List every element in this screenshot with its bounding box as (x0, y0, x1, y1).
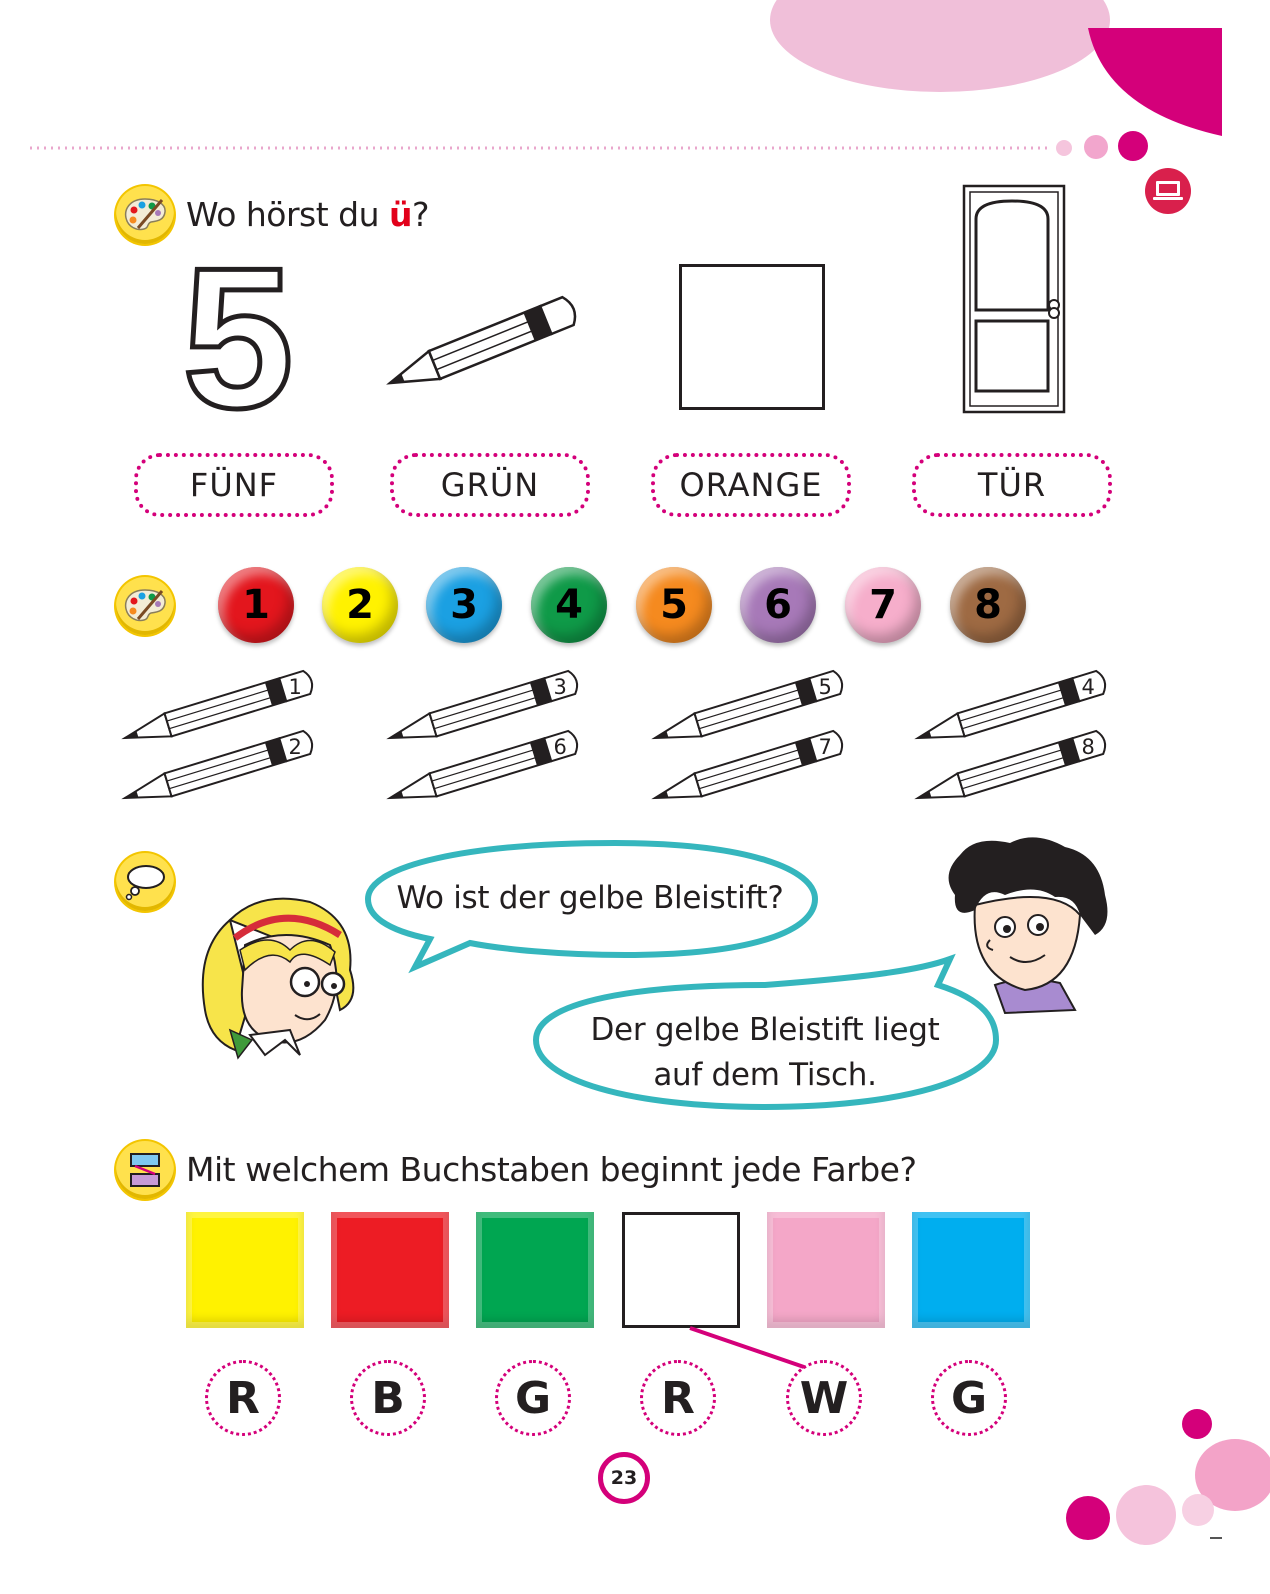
color-swatch-5 (767, 1212, 885, 1328)
color-ball-4: 4 (531, 567, 607, 643)
word-box-tuer (912, 453, 1112, 517)
letter-circle-3: G (495, 1360, 571, 1436)
pencil-number: 8 (1081, 734, 1095, 759)
word-label: TÜR (977, 466, 1047, 504)
number-five-picture (178, 255, 298, 425)
palette-icon (116, 577, 174, 635)
color-swatch-6 (912, 1212, 1030, 1328)
question-bubble-text: Wo ist der gelbe Bleistift? (396, 880, 784, 916)
word-label: ORANGE (679, 466, 823, 504)
matching-icon (116, 1141, 174, 1199)
orange-square-picture (679, 264, 825, 410)
heading-suffix: ? (412, 195, 430, 234)
pencil-number: 6 (553, 734, 567, 759)
palette-icon (116, 186, 174, 244)
page-number-text: 23 (610, 1467, 638, 1489)
letter-circle-2: B (350, 1360, 426, 1436)
color-swatch-3 (476, 1212, 594, 1328)
word-box-gruen (390, 453, 590, 517)
numbered-pencil (121, 729, 315, 812)
word-label: FÜNF (189, 466, 279, 504)
numbered-pencil (651, 729, 845, 812)
word-box-orange (651, 453, 851, 517)
five-glyph: 5 (182, 255, 294, 425)
pencil-number: 7 (818, 734, 832, 759)
girl-illustration (190, 890, 370, 1060)
color-swatch-2 (331, 1212, 449, 1328)
letter-circle-1: R (205, 1360, 281, 1436)
letter-circle-5: W (786, 1360, 862, 1436)
color-ball-2: 2 (322, 567, 398, 643)
color-ball-3: 3 (426, 567, 502, 643)
bottom-decoration (1040, 1400, 1270, 1594)
letter-circle-6: G (931, 1360, 1007, 1436)
color-ball-7: 7 (845, 567, 921, 643)
numbered-pencil (386, 729, 580, 812)
color-ball-6: 6 (740, 567, 816, 643)
page-number (598, 1452, 650, 1504)
numbered-pencil (914, 729, 1108, 812)
color-ball-5: 5 (636, 567, 712, 643)
pencil-number: 3 (553, 674, 567, 699)
answer-bubble-text (560, 1008, 970, 1098)
answer-line-2: auf dem Tisch. (653, 1056, 877, 1093)
pencil-number: 1 (288, 674, 302, 699)
word-box-fuenf (134, 453, 334, 517)
pencil-picture (380, 280, 605, 395)
answer-line-1: Der gelbe Bleistift liegt (590, 1012, 940, 1048)
letter-circle-4: R (640, 1360, 716, 1436)
door-picture (960, 183, 1070, 415)
top-decoration (0, 0, 1270, 200)
numbered-pencils (0, 650, 1270, 820)
color-ball-1: 1 (218, 567, 294, 643)
screen-icon (1145, 168, 1191, 214)
thought-bubble-icon (116, 853, 174, 911)
pencil-number: 2 (288, 734, 302, 759)
exercise4-heading: Mit welchem Buchstaben beginnt jede Farbe? (186, 1150, 917, 1189)
exercise1-heading (186, 195, 429, 234)
heading-highlight: ü (389, 195, 413, 234)
heading-prefix: Wo hörst du (186, 195, 390, 234)
color-swatch-4 (622, 1212, 740, 1328)
pencil-number: 4 (1081, 674, 1095, 699)
color-swatch-1 (186, 1212, 304, 1328)
color-ball-8: 8 (950, 567, 1026, 643)
word-label: GRÜN (440, 466, 540, 504)
pencil-number: 5 (818, 674, 832, 699)
